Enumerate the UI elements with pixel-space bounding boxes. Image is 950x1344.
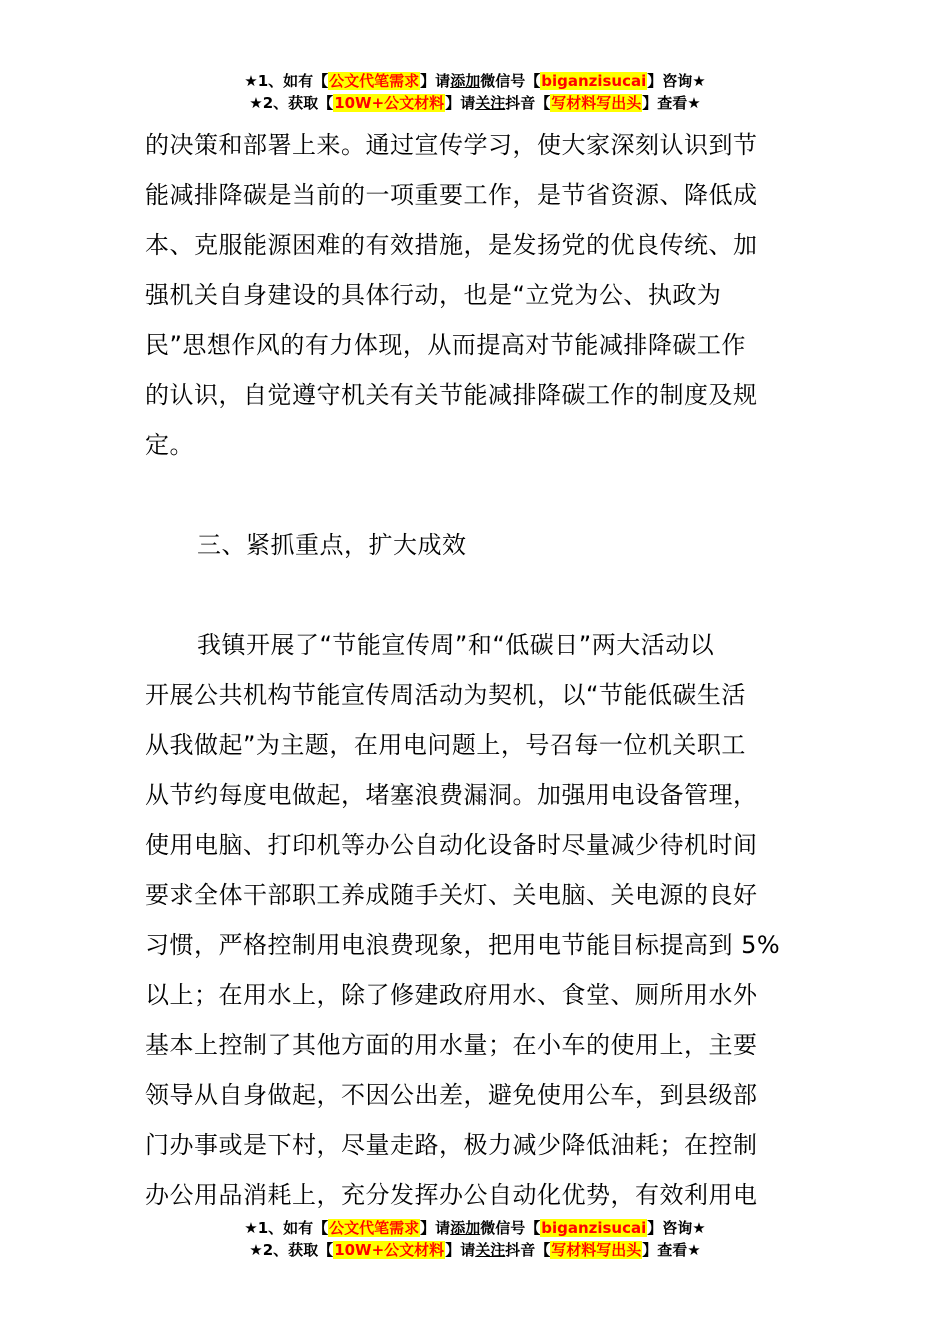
highlight-materials: 10W+公文材料 xyxy=(334,94,445,112)
spacer xyxy=(145,470,810,520)
text-line: 以上；在用水上，除了修建政府用水、食堂、厕所用水外 xyxy=(145,981,758,1009)
footer-banner xyxy=(0,1217,950,1261)
text-line: 习惯，严格控制用电浪费现象，把用电节能目标提高到 5% xyxy=(145,931,781,959)
text-line: 使用电脑、打印机等办公自动化设备时尽量减少待机时间 xyxy=(145,831,758,859)
text-line: 的认识，自觉遵守机关有关节能减排降碳工作的制度及规 xyxy=(145,381,758,409)
highlight-wechat-id: biganzisucai xyxy=(541,1219,647,1237)
text-line: 开展公共机构节能宣传周活动为契机，以“节能低碳生活 xyxy=(145,681,746,709)
text-line: 我镇开展了“节能宣传周”和“低碳日”两大活动以 xyxy=(197,631,715,659)
text-line: 本、克服能源困难的有效措施，是发扬党的优良传统、加 xyxy=(145,231,758,259)
highlight-ghostwriting: 公文代笔需求 xyxy=(329,1219,420,1237)
text-line: 从我做起”为主题，在用电问题上，号召每一位机关职工 xyxy=(145,731,746,759)
spacer xyxy=(145,570,810,620)
paragraph-activities xyxy=(145,620,810,1220)
highlight-materials: 10W+公文材料 xyxy=(334,1241,445,1259)
text-line: 能减排降碳是当前的一项重要工作，是节省资源、降低成 xyxy=(145,181,758,209)
document-body xyxy=(145,120,810,1220)
text-line: 强机关自身建设的具体行动，也是“立党为公、执政为 xyxy=(145,281,722,309)
highlight-douyin-account: 写材料写出头 xyxy=(551,94,642,112)
banner-line-1: ★1、如有【公文代笔需求】请添加微信号【biganzisucai】咨询★ xyxy=(244,72,706,90)
text-line: 从节约每度电做起，堵塞浪费漏洞。加强用电设备管理， xyxy=(145,781,758,809)
text-line: 基本上控制了其他方面的用水量；在小车的使用上，主要 xyxy=(145,1031,758,1059)
highlight-wechat-id: biganzisucai xyxy=(541,72,647,90)
paragraph-awareness xyxy=(145,120,810,470)
section-heading: 三、紧抓重点，扩大成效 xyxy=(197,531,467,559)
banner-line-1: ★1、如有【公文代笔需求】请添加微信号【biganzisucai】咨询★ xyxy=(244,1219,706,1237)
highlight-douyin-account: 写材料写出头 xyxy=(551,1241,642,1259)
text-line: 的决策和部署上来。通过宣传学习，使大家深刻认识到节 xyxy=(145,131,758,159)
header-banner xyxy=(0,70,950,114)
text-line: 定。 xyxy=(145,431,194,459)
highlight-ghostwriting: 公文代笔需求 xyxy=(329,72,420,90)
text-line: 领导从自身做起，不因公出差，避免使用公车，到县级部 xyxy=(145,1081,758,1109)
banner-line-2: ★2、获取【10W+公文材料】请关注抖音【写材料写出头】查看★ xyxy=(249,94,701,112)
text-line: 民”思想作风的有力体现，从而提高对节能减排降碳工作 xyxy=(145,331,746,359)
text-line: 要求全体干部职工养成随手关灯、关电脑、关电源的良好 xyxy=(145,881,758,909)
text-line: 门办事或是下村，尽量走路，极力减少降低油耗；在控制 xyxy=(145,1131,758,1159)
text-line: 办公用品消耗上，充分发挥办公自动化优势，有效利用电 xyxy=(145,1181,758,1209)
banner-line-2: ★2、获取【10W+公文材料】请关注抖音【写材料写出头】查看★ xyxy=(249,1241,701,1259)
